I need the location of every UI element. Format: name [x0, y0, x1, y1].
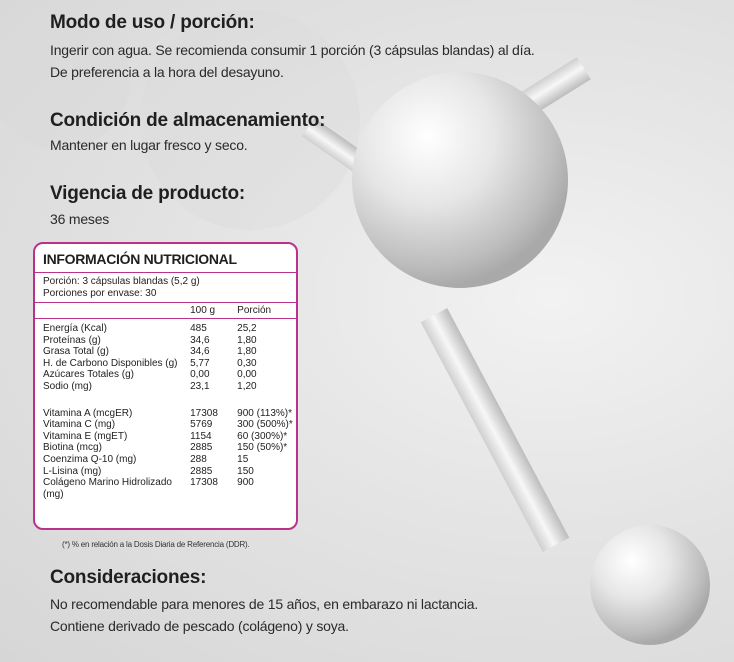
- macros-group: [35, 319, 296, 393]
- nutrient-name: Vitamina E (mgET): [43, 430, 128, 442]
- nutrient-name: Vitamina C (mg): [43, 419, 116, 431]
- nutrient-name: H. de Carbono Disponibles (g): [43, 357, 178, 369]
- header-portion: Porción: [237, 305, 272, 316]
- portion-size: Porción: 3 cápsulas blandas (5,2 g): [43, 276, 200, 287]
- nutrition-facts-table: [33, 242, 298, 530]
- ddr-footnote: (*) % en relación a la Dosis Diaria de Referencia (DDR).: [62, 540, 250, 549]
- usage-heading: Modo de uso / porción:: [50, 12, 255, 33]
- nutrient-portion: 900 (113%)*: [237, 407, 293, 419]
- portions-per-container: Porciones por envase: 30: [43, 288, 157, 299]
- table-row: [35, 408, 296, 420]
- nutrient-name: L-Lisina (mg): [43, 465, 102, 477]
- nutrient-per100: 17308: [190, 477, 218, 489]
- header-100g: 100 g: [190, 305, 216, 316]
- nutrient-name: Coenzima Q-10 (mg): [43, 453, 137, 465]
- table-row: [35, 381, 296, 393]
- nutrient-portion: 60 (300%)*: [237, 430, 288, 442]
- table-row: [35, 369, 296, 381]
- micros-group: [35, 393, 296, 501]
- nutrient-per100: 17308: [190, 407, 218, 419]
- nutrient-portion: 1,80: [237, 334, 257, 346]
- table-row: [35, 431, 296, 443]
- header-spacer: [35, 303, 190, 318]
- table-row: [35, 454, 296, 466]
- nutrient-name: Sodio (mg): [43, 380, 92, 392]
- table-row: [35, 335, 296, 347]
- nutrient-name: Grasa Total (g): [43, 346, 109, 358]
- nutrient-portion: 1,80: [237, 346, 257, 358]
- table-row: [35, 442, 296, 454]
- table-row: [35, 419, 296, 431]
- validity-text: 36 meses: [50, 211, 110, 227]
- nutrition-column-headers: [35, 303, 296, 319]
- table-row: [35, 477, 296, 500]
- nutrient-portion: 25,2: [237, 323, 257, 334]
- storage-heading: Condición de almacenamiento:: [50, 110, 326, 131]
- nutrient-per100: 5,77: [190, 357, 210, 369]
- usage-text-line-1: Ingerir con agua. Se recomienda consumir 1 porción (3 cápsulas blandas) al día.: [50, 42, 535, 58]
- usage-text-line-2: De preferencia a la hora del desayuno.: [50, 64, 284, 80]
- nutrient-name: Colágeno Marino Hidrolizado (mg): [43, 477, 172, 500]
- nutrient-portion: 0,30: [237, 357, 257, 369]
- nutrient-name: Energía (Kcal): [43, 323, 107, 334]
- nutrient-per100: 34,6: [190, 346, 210, 358]
- nutrient-portion: 15: [237, 453, 249, 465]
- table-row: [35, 466, 296, 478]
- storage-text: Mantener en lugar fresco y seco.: [50, 137, 248, 153]
- nutrient-per100: 2885: [190, 442, 213, 454]
- considerations-heading: Consideraciones:: [50, 567, 207, 588]
- nutrition-grid: [35, 303, 296, 500]
- nutrient-per100: 0,00: [190, 369, 210, 381]
- nutrient-per100: 34,6: [190, 334, 210, 346]
- nutrient-portion: 300 (500%)*: [237, 419, 293, 431]
- nutrient-per100: 1154: [190, 430, 212, 442]
- portion-info: [35, 273, 296, 303]
- nutrient-portion: 0,00: [237, 369, 257, 381]
- nutrient-per100: 23,1: [190, 380, 210, 392]
- nutrient-per100: 2885: [190, 465, 213, 477]
- nutrient-portion: 150 (50%)*: [237, 442, 288, 454]
- table-row: [35, 358, 296, 370]
- considerations-text-line-2: Contiene derivado de pescado (colágeno) y soya.: [50, 618, 349, 634]
- nutrient-portion: 900: [237, 477, 254, 489]
- table-row: [35, 346, 296, 358]
- nutrient-name: Biotina (mcg): [43, 442, 102, 454]
- nutrient-per100: 5769: [190, 419, 213, 431]
- table-row: [35, 323, 296, 335]
- considerations-text-line-1: No recomendable para menores de 15 años, en embarazo ni lactancia.: [50, 596, 479, 612]
- nutrient-portion: 1,20: [237, 380, 257, 392]
- nutrient-per100: 288: [190, 453, 207, 465]
- validity-heading: Vigencia de producto:: [50, 183, 245, 204]
- nutrient-name: Proteínas (g): [43, 334, 101, 346]
- nutrient-portion: 150: [237, 465, 254, 477]
- nutrient-name: Azúcares Totales (g): [43, 369, 134, 381]
- nutrient-per100: 485: [190, 323, 207, 334]
- nutrition-table-title: INFORMACIÓN NUTRICIONAL: [35, 244, 296, 273]
- nutrient-name: Vitamina A (mcgER): [43, 407, 133, 419]
